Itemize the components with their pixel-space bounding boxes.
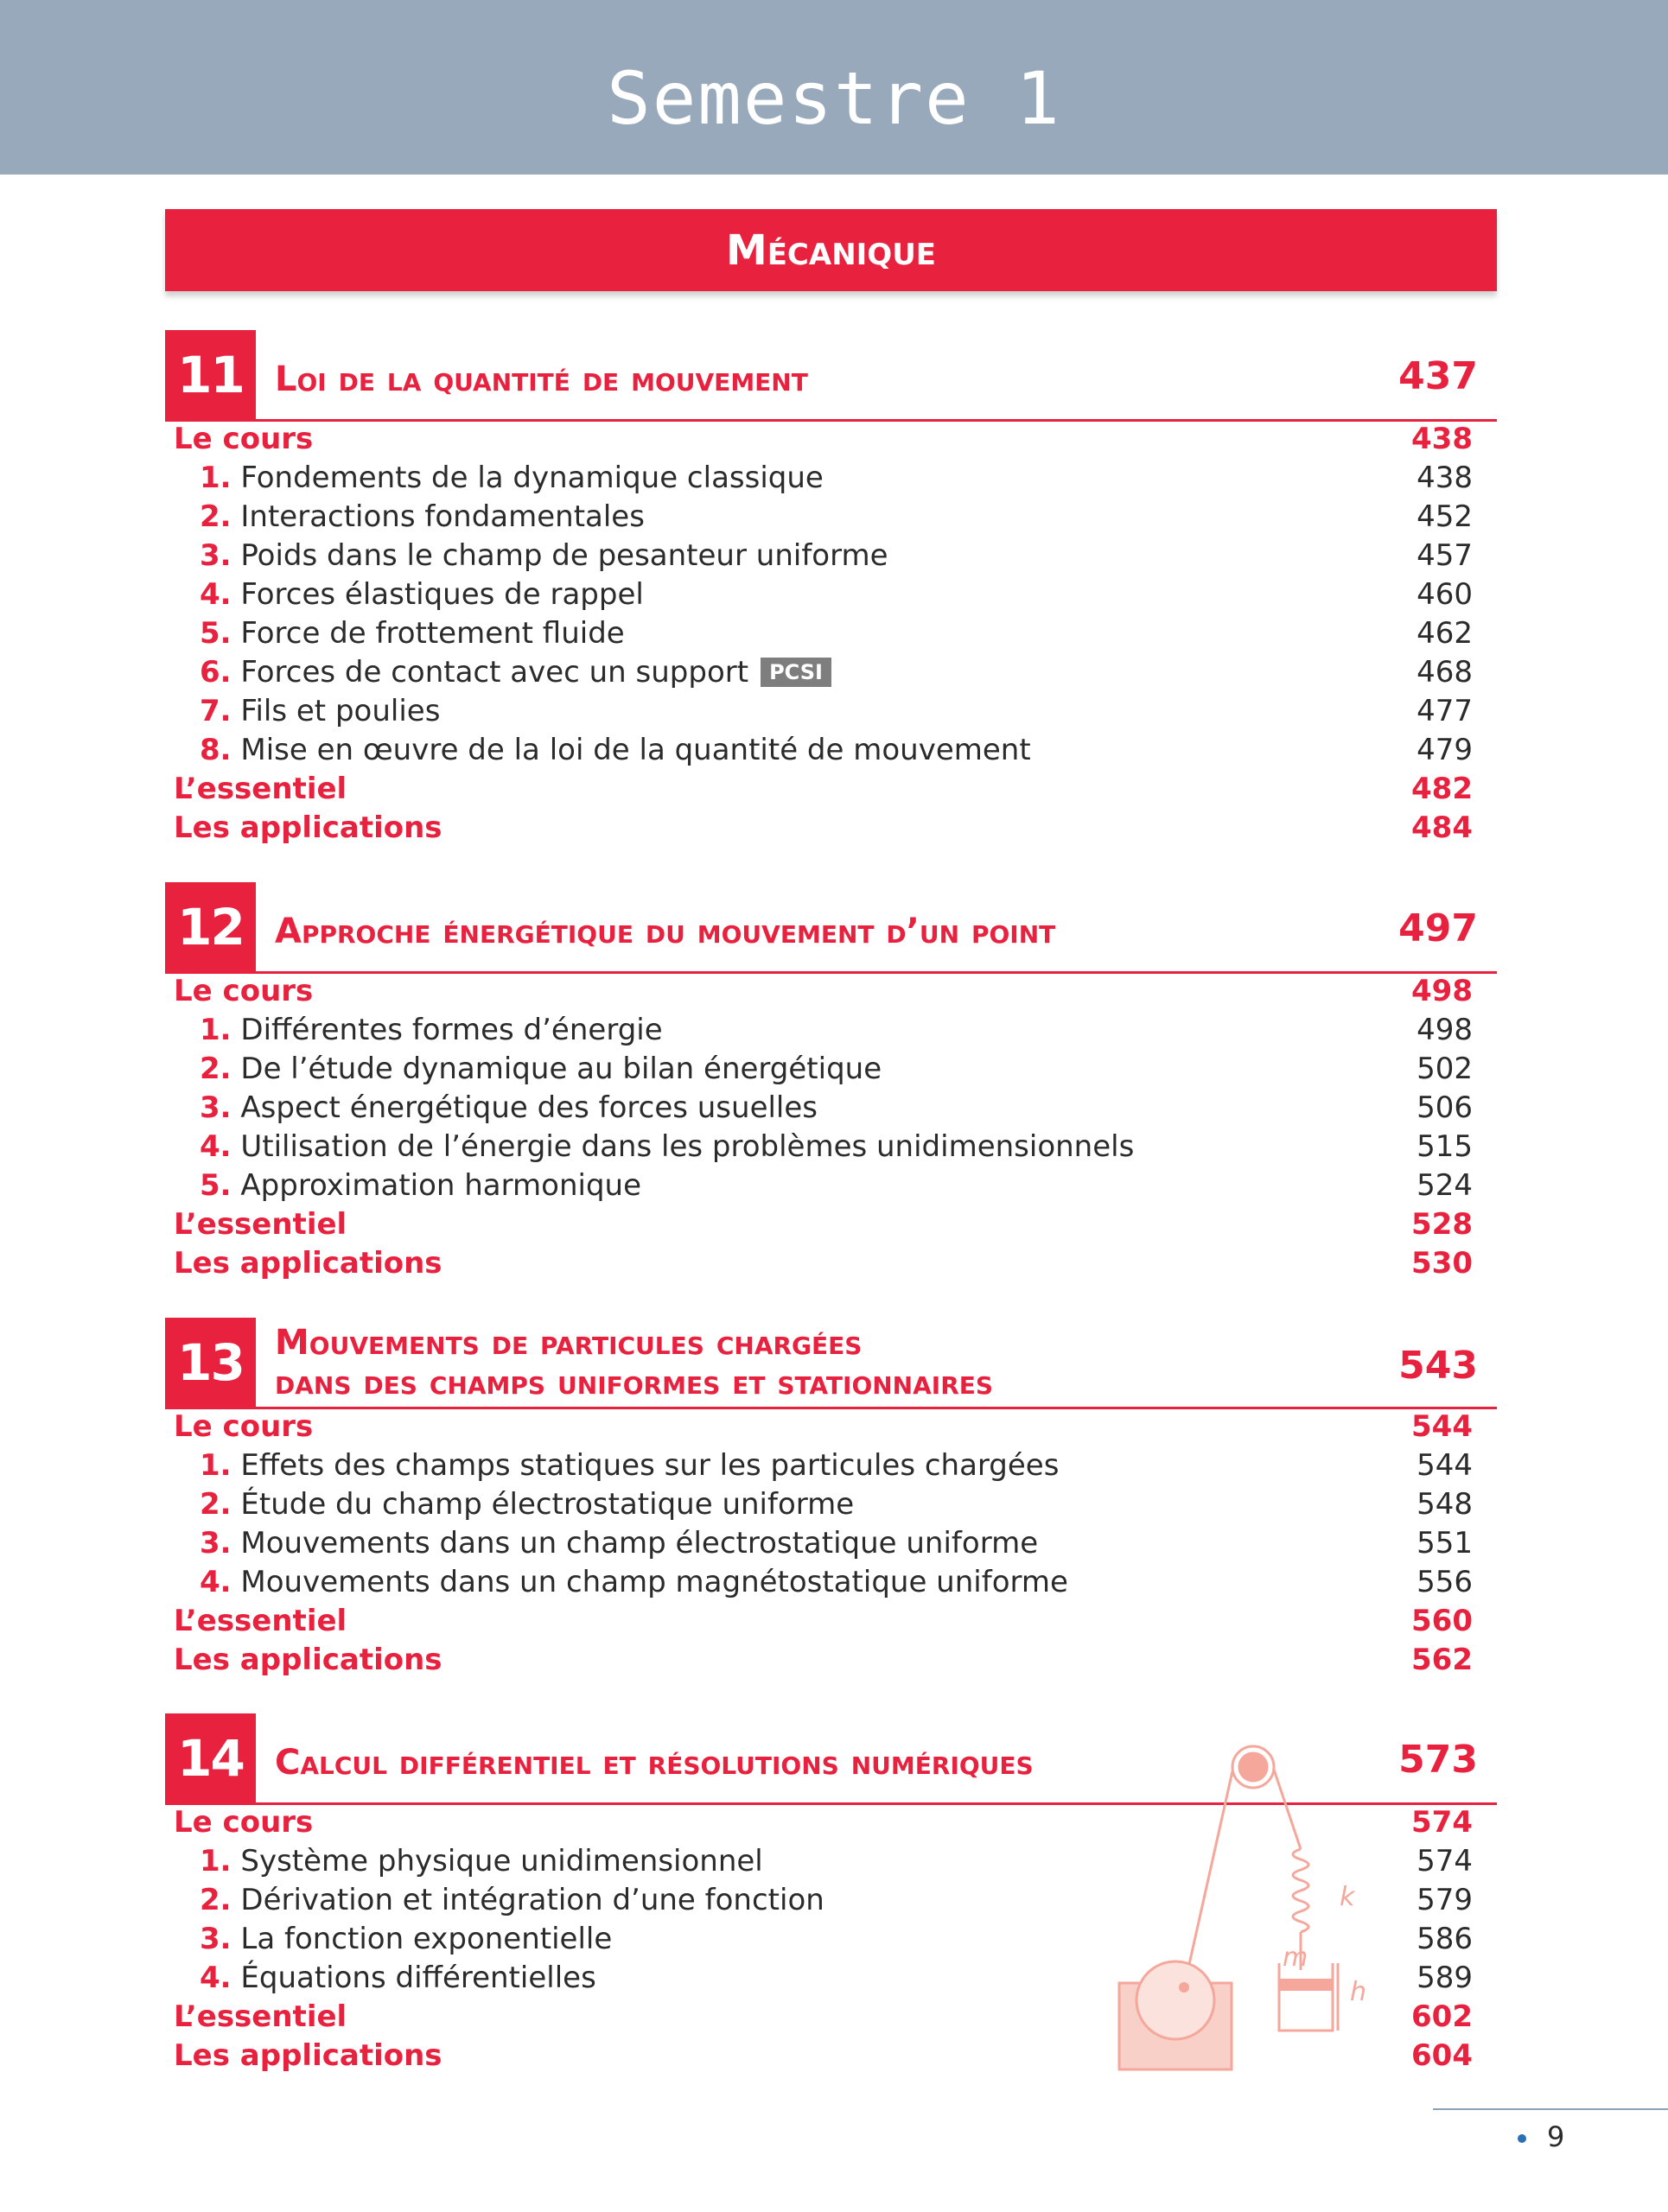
section-label: La fonction exponentielle bbox=[240, 1922, 613, 1956]
essentiel-page: 528 bbox=[1411, 1207, 1473, 1242]
applications-row[interactable] bbox=[174, 1641, 1473, 1679]
toc-section-row[interactable] bbox=[174, 692, 1473, 730]
section-page: 544 bbox=[1417, 1448, 1473, 1483]
section-label: Mouvements dans un champ électrostatique uniforme bbox=[240, 1526, 1039, 1560]
section-page: 515 bbox=[1417, 1129, 1473, 1164]
section-number: 4. bbox=[200, 577, 232, 612]
section-page: 462 bbox=[1417, 616, 1473, 651]
chapter-number: 14 bbox=[165, 1713, 256, 1804]
essentiel-label: L’essentiel bbox=[174, 1999, 347, 2034]
applications-page: 604 bbox=[1411, 2038, 1473, 2073]
section-number: 2. bbox=[200, 1883, 232, 1917]
section-label: Interactions fondamentales bbox=[240, 499, 645, 534]
applications-row[interactable] bbox=[174, 809, 1473, 847]
essentiel-row[interactable] bbox=[174, 1602, 1473, 1640]
section-page: 556 bbox=[1417, 1565, 1473, 1599]
section-label: De l’étude dynamique au bilan énergétique bbox=[240, 1052, 882, 1086]
course-row[interactable] bbox=[174, 420, 1473, 458]
toc-section-row[interactable] bbox=[174, 653, 1473, 691]
section-number: 6. bbox=[200, 655, 232, 690]
section-number: 4. bbox=[200, 1129, 232, 1164]
section-label: Dérivation et intégration d’une fonction bbox=[240, 1883, 824, 1917]
cylinder-disk bbox=[1136, 1961, 1214, 2039]
section-page: 460 bbox=[1417, 577, 1473, 612]
section-page: 589 bbox=[1417, 1961, 1473, 1995]
applications-page: 484 bbox=[1411, 810, 1473, 845]
course-page: 438 bbox=[1411, 422, 1473, 456]
semester-title: Semestre 1 bbox=[607, 56, 1061, 141]
string-left bbox=[1184, 1771, 1232, 1987]
course-label: Le cours bbox=[174, 422, 314, 456]
chapter-title[interactable]: Approche énergétique du mouvement d’un point bbox=[275, 912, 1056, 951]
course-page: 574 bbox=[1411, 1805, 1473, 1840]
toc-section-row[interactable] bbox=[174, 1446, 1473, 1484]
section-page: 502 bbox=[1417, 1052, 1473, 1086]
section-label: Effets des champs statiques sur les particules chargées bbox=[240, 1448, 1060, 1483]
toc-section-row[interactable] bbox=[174, 498, 1473, 536]
toc-section-row[interactable] bbox=[174, 1128, 1473, 1166]
section-number: 3. bbox=[200, 1922, 232, 1956]
pcsi-badge: PCSI bbox=[761, 658, 831, 687]
essentiel-page: 482 bbox=[1411, 772, 1473, 806]
applications-page: 530 bbox=[1411, 1246, 1473, 1281]
course-row[interactable] bbox=[174, 1408, 1473, 1446]
essentiel-label: L’essentiel bbox=[174, 1604, 347, 1638]
section-number: 2. bbox=[200, 1052, 232, 1086]
toc-section-row[interactable] bbox=[174, 1524, 1473, 1562]
applications-label: Les applications bbox=[174, 2038, 442, 2073]
mass-bar bbox=[1279, 1979, 1333, 1991]
footer-bullet bbox=[1518, 2134, 1526, 2143]
section-number: 5. bbox=[200, 1168, 232, 1203]
toc-section-row[interactable] bbox=[174, 1485, 1473, 1523]
pulley-spring-illustration bbox=[1106, 1737, 1409, 2082]
section-page: 477 bbox=[1417, 694, 1473, 728]
course-label: Le cours bbox=[174, 974, 314, 1008]
applications-row[interactable] bbox=[174, 1244, 1473, 1282]
section-label: Fils et poulies bbox=[240, 694, 441, 728]
section-number: 3. bbox=[200, 1526, 232, 1560]
section-label: Forces de contact avec un support bbox=[240, 655, 749, 690]
section-label: Force de frottement fluide bbox=[240, 616, 625, 651]
essentiel-page: 602 bbox=[1411, 1999, 1473, 2034]
toc-section-row[interactable] bbox=[174, 575, 1473, 613]
section-number: 5. bbox=[200, 616, 232, 651]
chapter-title-line-2[interactable]: dans des champs uniformes et stationnaires bbox=[275, 1363, 994, 1402]
pulley-hub bbox=[1239, 1753, 1267, 1781]
course-label: Le cours bbox=[174, 1805, 314, 1840]
section-label: Mise en œuvre de la loi de la quantité de mouvement bbox=[240, 733, 1031, 767]
section-number: 8. bbox=[200, 733, 232, 767]
section-page: 438 bbox=[1417, 461, 1473, 495]
spring-coil bbox=[1293, 1849, 1308, 1932]
section-label: Fondements de la dynamique classique bbox=[240, 461, 824, 495]
applications-label: Les applications bbox=[174, 810, 442, 845]
section-page: 579 bbox=[1417, 1883, 1473, 1917]
essentiel-label: L’essentiel bbox=[174, 772, 347, 806]
section-number: 1. bbox=[200, 1844, 232, 1878]
footer-rule bbox=[1433, 2108, 1668, 2110]
chapter-number: 12 bbox=[165, 882, 256, 973]
section-number: 1. bbox=[200, 1013, 232, 1047]
course-page: 498 bbox=[1411, 974, 1473, 1008]
course-row[interactable] bbox=[174, 972, 1473, 1010]
section-page: 452 bbox=[1417, 499, 1473, 534]
section-label: Système physique unidimensionnel bbox=[240, 1844, 763, 1878]
section-label: Différentes formes d’énergie bbox=[240, 1013, 663, 1047]
chapter-number: 13 bbox=[165, 1318, 256, 1408]
toc-section-row[interactable] bbox=[174, 614, 1473, 652]
section-number: 4. bbox=[200, 1565, 232, 1599]
toc-section-row[interactable] bbox=[174, 1050, 1473, 1088]
height-label-h: h bbox=[1350, 1977, 1367, 2007]
section-number: 3. bbox=[200, 538, 232, 573]
section-label: Forces élastiques de rappel bbox=[240, 577, 644, 612]
toc-section-row[interactable] bbox=[174, 1089, 1473, 1127]
spring-label-k: k bbox=[1340, 1882, 1355, 1912]
section-number: 1. bbox=[200, 461, 232, 495]
chapter-title[interactable]: Loi de la quantité de mouvement bbox=[275, 359, 808, 399]
toc-section-row[interactable] bbox=[174, 1011, 1473, 1049]
chapter-number: 11 bbox=[165, 330, 256, 421]
section-page: 574 bbox=[1417, 1844, 1473, 1878]
chapter-page[interactable]: 497 bbox=[1398, 906, 1478, 950]
mass-label-m: m bbox=[1283, 1942, 1308, 1973]
chapter-page[interactable]: 573 bbox=[1398, 1738, 1478, 1782]
toc-section-row[interactable] bbox=[174, 537, 1473, 575]
semester-header-band bbox=[0, 0, 1668, 175]
toc-section-row[interactable] bbox=[174, 459, 1473, 497]
section-page: 498 bbox=[1417, 1013, 1473, 1047]
section-number: 2. bbox=[200, 499, 232, 534]
section-number: 2. bbox=[200, 1487, 232, 1522]
section-label: Poids dans le champ de pesanteur uniforme bbox=[240, 538, 888, 573]
section-page: 586 bbox=[1417, 1922, 1473, 1956]
page-number: 9 bbox=[1547, 2120, 1565, 2153]
section-number: 4. bbox=[200, 1961, 232, 1995]
toc-section-row[interactable] bbox=[174, 1166, 1473, 1205]
section-number: 7. bbox=[200, 694, 232, 728]
chapter-page[interactable]: 437 bbox=[1398, 354, 1478, 398]
section-number: 1. bbox=[200, 1448, 232, 1483]
applications-page: 562 bbox=[1411, 1643, 1473, 1677]
essentiel-row[interactable] bbox=[174, 1205, 1473, 1243]
mass-frame bbox=[1279, 1963, 1333, 2031]
section-page: 506 bbox=[1417, 1090, 1473, 1125]
course-page: 544 bbox=[1411, 1409, 1473, 1444]
section-page: 548 bbox=[1417, 1487, 1473, 1522]
chapter-title-line-1[interactable]: Mouvements de particules chargées bbox=[275, 1323, 863, 1363]
part-banner bbox=[165, 209, 1497, 291]
section-page: 457 bbox=[1417, 538, 1473, 573]
section-label: Utilisation de l’énergie dans les problèmes unidimensionnels bbox=[240, 1129, 1135, 1164]
toc-section-row[interactable] bbox=[174, 1563, 1473, 1601]
section-page: 468 bbox=[1417, 655, 1473, 690]
section-label: Approximation harmonique bbox=[240, 1168, 641, 1203]
section-label: Étude du champ électrostatique uniforme bbox=[240, 1487, 855, 1522]
section-page: 551 bbox=[1417, 1526, 1473, 1560]
string-right bbox=[1274, 1770, 1301, 1849]
section-page: 479 bbox=[1417, 733, 1473, 767]
toc-section-row[interactable] bbox=[174, 731, 1473, 769]
course-label: Le cours bbox=[174, 1409, 314, 1444]
chapter-page[interactable]: 543 bbox=[1398, 1344, 1478, 1388]
essentiel-page: 560 bbox=[1411, 1604, 1473, 1638]
section-label: Mouvements dans un champ magnétostatique uniforme bbox=[240, 1565, 1068, 1599]
applications-label: Les applications bbox=[174, 1643, 442, 1677]
section-label: Aspect énergétique des forces usuelles bbox=[240, 1090, 818, 1125]
part-title: Mécanique bbox=[725, 226, 937, 275]
applications-label: Les applications bbox=[174, 1246, 442, 1281]
essentiel-label: L’essentiel bbox=[174, 1207, 347, 1242]
section-page: 524 bbox=[1417, 1168, 1473, 1203]
section-label: Équations différentielles bbox=[240, 1961, 596, 1995]
essentiel-row[interactable] bbox=[174, 770, 1473, 808]
disk-axle bbox=[1179, 1982, 1189, 1993]
chapter-title[interactable]: Calcul différentiel et résolutions numériques bbox=[275, 1743, 1034, 1783]
section-number: 3. bbox=[200, 1090, 232, 1125]
